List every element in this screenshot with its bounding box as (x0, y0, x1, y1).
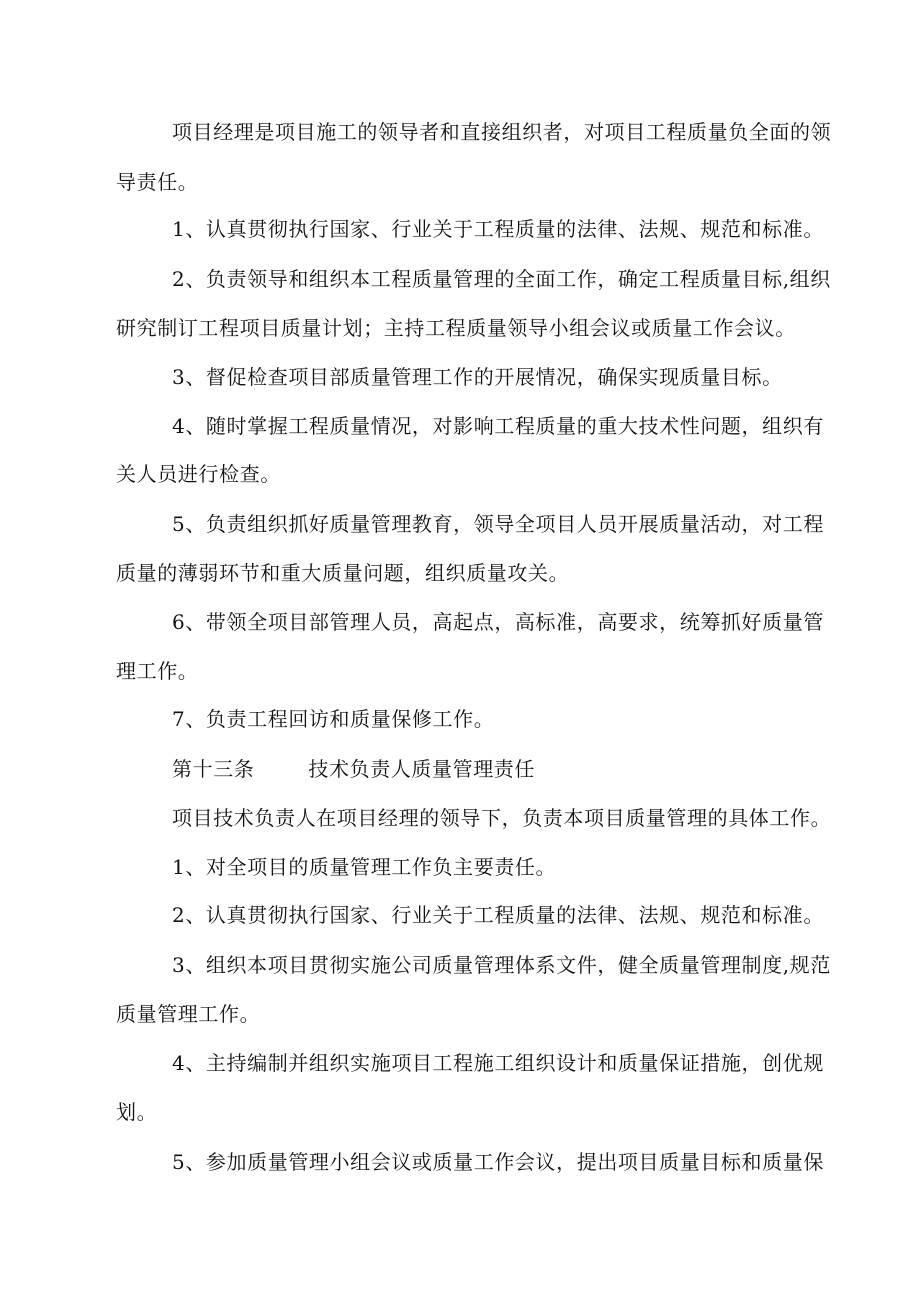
section-heading (172, 757, 920, 781)
article-number: 第十三条 (172, 757, 255, 781)
article-title: 技术负责人质量管理责任 (308, 757, 536, 781)
list-item: 4、随时掌握工程质量情况，对影响工程质量的重大技术性问题，组织有 (172, 414, 824, 438)
list-item-continuation: 划。 (116, 1100, 158, 1124)
list-item: 7、负责工程回访和质量保修工作。 (172, 707, 495, 731)
list-item-continuation: 关人员进行检查。 (116, 462, 281, 486)
paragraph-line: 项目经理是项目施工的领导者和直接组织者，对项目工程质量负全面的领 (172, 120, 832, 144)
list-item-continuation: 研究制订工程项目质量计划；主持工程质量领导小组会议或质量工作会议。 (116, 316, 796, 340)
list-item: 1、认真贯彻执行国家、行业关于工程质量的法律、法规、规范和标准。 (172, 217, 824, 241)
list-item: 2、负责领导和组织本工程质量管理的全面工作，确定工程质量目标,组织 (172, 267, 831, 291)
list-item: 1、对全项目的质量管理工作负主要责任。 (172, 855, 557, 879)
paragraph-line: 项目技术负责人在项目经理的领导下，负责本项目质量管理的具体工作。 (172, 806, 832, 830)
list-item: 3、组织本项目贯彻实施公司质量管理体系文件，健全质量管理制度,规范 (172, 953, 831, 977)
paragraph-line: 导责任。 (116, 170, 199, 194)
list-item-continuation: 理工作。 (116, 659, 199, 683)
list-item: 4、主持编制并组织实施项目工程施工组织设计和质量保证措施，创优规 (172, 1051, 824, 1075)
list-item: 3、督促检查项目部质量管理工作的开展情况，确保实现质量目标。 (172, 365, 783, 389)
list-item: 5、参加质量管理小组会议或质量工作会议，提出项目质量目标和质量保 (172, 1150, 824, 1174)
list-item-continuation: 质量的薄弱环节和重大质量问题，组织质量攻关。 (116, 561, 570, 585)
list-item: 5、负责组织抓好质量管理教育，领导全项目人员开展质量活动，对工程 (172, 512, 824, 536)
list-item: 2、认真贯彻执行国家、行业关于工程质量的法律、法规、规范和标准。 (172, 903, 824, 927)
list-item-continuation: 质量管理工作。 (116, 1002, 261, 1026)
list-item: 6、带领全项目部管理人员，高起点，高标准，高要求，统筹抓好质量管 (172, 610, 824, 634)
